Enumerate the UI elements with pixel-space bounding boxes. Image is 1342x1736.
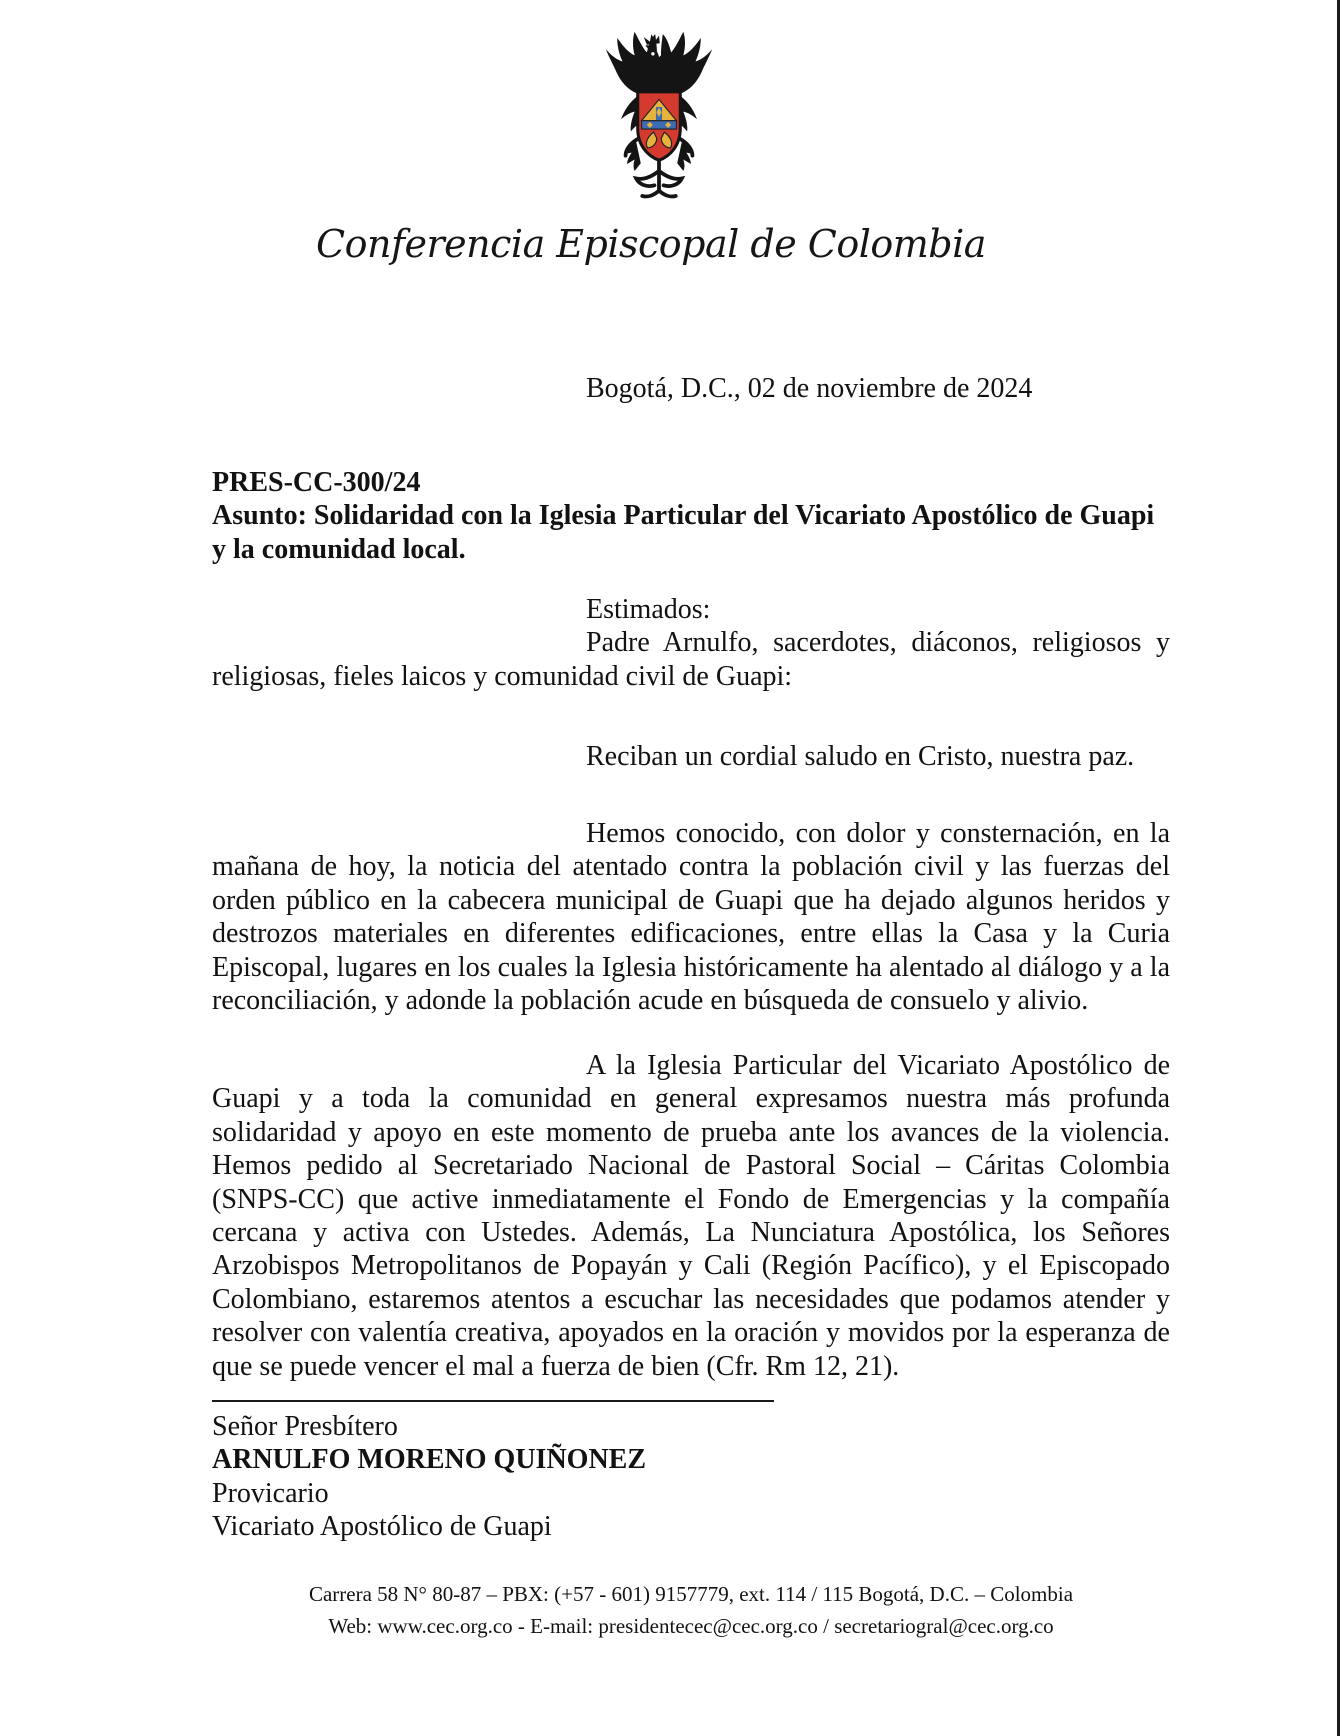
- subject-line: Asunto: Solidaridad con la Iglesia Particular del Vicariato Apostólico de Guapi: [212, 500, 1155, 532]
- subject-line: y la comunidad local.: [212, 533, 466, 565]
- eagle-crest-icon: [583, 28, 735, 218]
- signature-title: Señor Presbítero: [212, 1411, 398, 1442]
- salutation-opening: Estimados:: [586, 594, 711, 625]
- salutation-block: [212, 593, 1170, 693]
- signature-name: ARNULFO MORENO QUIÑONEZ: [212, 1444, 647, 1476]
- greeting-line: Reciban un cordial saludo en Cristo, nuestra paz.: [586, 741, 1135, 772]
- signature-organization: Vicariato Apostólico de Guapi: [212, 1511, 552, 1543]
- body-paragraph: Hemos conocido, con dolor y consternación, en la mañana de hoy, la noticia del atentado contra la población civil y las fuerzas del orden público en la cabecera municipal de Guapi que ha dejado algunos heridos y destrozos materiales en diferentes edificaciones, entre ellas la Casa y la Curia Episcopal, lugares en los cuales la Iglesia históricamente ha alentado al diálogo y a la reconciliación, y adonde la población acude en búsqueda de consuelo y alivio.: [212, 818, 1170, 1017]
- salutation-recipients: Padre Arnulfo, sacerdotes, diáconos, religiosos y religiosas, fieles laicos y comunidad civil de Guapi:: [212, 627, 1170, 692]
- letterhead: [0, 28, 1342, 266]
- organization-script-title: Conferencia Episcopal de Colombia: [316, 222, 986, 266]
- body-paragraph: A la Iglesia Particular del Vicariato Apostólico de Guapi y a toda la comunidad en general expresamos nuestra más profunda solidaridad y apoyo en este momento de prueba ante los avances de la violencia. Hemos pedido al Secretariado Nacional de Pastoral Social – Cáritas Colombia (SNPS-CC) que active inmediatamente el Fondo de Emergencias y la compañía cercana y activa con Ustedes. Además, La Nunciatura Apostólica, los Señores Arzobispos Metropolitanos de Popayán y Cali (Región Pacífico), y el Episcopado Colombiano, estaremos atentos a escuchar las necesidades que podamos atender y resolver con valentía creativa, apoyados en la oración y movidos por la esperanza de que se puede vencer el mal a fuerza de bien (Cfr. Rm 12, 21).: [212, 1050, 1170, 1382]
- signature-role: Provicario: [212, 1477, 329, 1509]
- reference-subject-block: [212, 466, 1170, 566]
- footer-address-line: Carrera 58 N° 80-87 – PBX: (+57 - 601) 9157779, ext. 114 / 115 Bogotá, D.C. – Colombia: [308, 1582, 1074, 1606]
- footer-contact-line: Web: www.cec.org.co - E-mail: presidentecec@cec.org.co / secretariogral@cec.org.co: [328, 1614, 1054, 1638]
- reference-number: PRES-CC-300/24: [212, 467, 421, 498]
- signature-block: [212, 1400, 1170, 1544]
- page-footer: [212, 1578, 1170, 1642]
- date-line: Bogotá, D.C., 02 de noviembre de 2024: [586, 373, 1033, 404]
- signature-line: [212, 1400, 774, 1402]
